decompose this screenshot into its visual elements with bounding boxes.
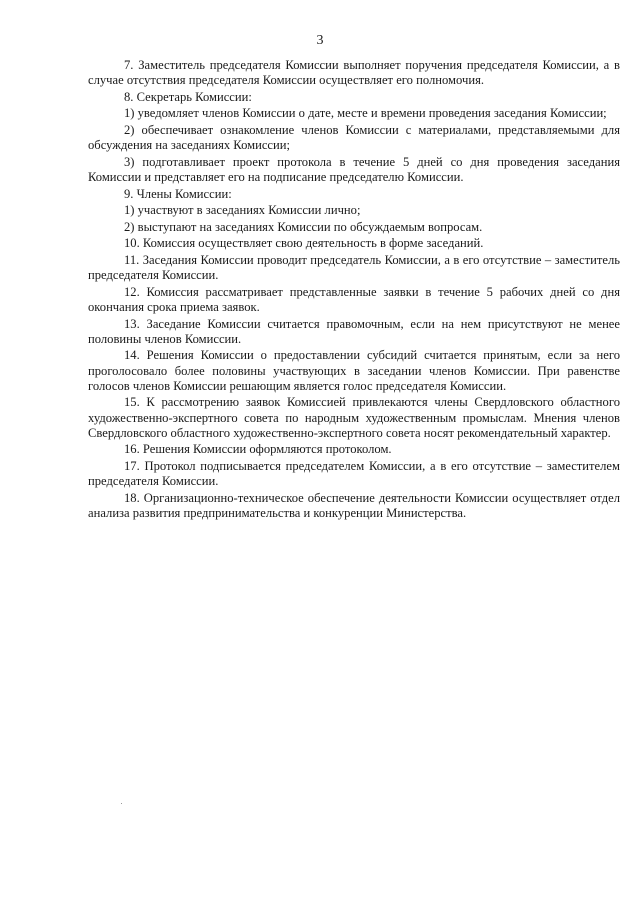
paragraph-8-item-2: 2) обеспечивает ознакомление членов Комиссии с материалами, представляемыми для обсуждения на заседаниях Комиссии; xyxy=(88,122,620,153)
paragraph-14: 14. Решения Комиссии о предоставлении субсидий считается принятым, если за него проголосовало более половины участвующих в заседании членов Комиссии. При равенстве голосов членов Комиссии решающим является голос председателя Комиссии. xyxy=(88,348,620,393)
page-number: 3 xyxy=(316,33,324,48)
document-body xyxy=(88,58,620,523)
paragraph-12: 12. Комиссия рассматривает представленные заявки в течение 5 рабочих дней со дня окончания срока приема заявок. xyxy=(88,284,620,314)
paragraph-8-item-3: 3) подготавливает проект протокола в течение 5 дней со дня проведения заседания Комиссии и представляет его на подписание председателю Комиссии. xyxy=(88,154,620,184)
paragraph-8-heading: 8. Секретарь Комиссии: xyxy=(124,89,252,104)
paragraph-7: 7. Заместитель председателя Комиссии выполняет поручения председателя Комиссии, а в случае отсутствия председателя Комиссии осуществляет его полномочия. xyxy=(88,58,620,88)
paragraph-18: 18. Организационно-техническое обеспечение деятельности Комиссии осуществляет отдел анализа развития предпринимательства и конкуренции Министерства. xyxy=(88,490,620,520)
paragraph-15: 15. К рассмотрению заявок Комиссией привлекаются члены Свердловского областного художественно-экспертного совета по народным художественным промыслам. Мнения членов Свердловского областного художественно-экспертного совета носят рекомендательный характер. xyxy=(88,395,620,440)
paragraph-13: 13. Заседание Комиссии считается правомочным, если на нем присутствуют не менее половины членов Комиссии. xyxy=(88,316,620,346)
paragraph-8-item-1: 1) уведомляет членов Комиссии о дате, месте и времени проведения заседания Комиссии; xyxy=(124,106,607,121)
paragraph-9-item-1: 1) участвуют в заседаниях Комиссии лично; xyxy=(124,203,361,218)
paragraph-16: 16. Решения Комиссии оформляются протоколом. xyxy=(124,442,392,457)
paragraph-9-heading: 9. Члены Комиссии: xyxy=(124,186,232,201)
paragraph-9-item-2: 2) выступают на заседаниях Комиссии по обсуждаемым вопросам. xyxy=(124,219,483,234)
paragraph-17: 17. Протокол подписывается председателем Комиссии, а в его отсутствие – заместителем председателя Комиссии. xyxy=(88,458,620,489)
scan-speck xyxy=(121,803,122,804)
paragraph-11: 11. Заседания Комиссии проводит председатель Комиссии, а в его отсутствие – заместитель председателя Комиссии. xyxy=(88,252,620,283)
paragraph-10: 10. Комиссия осуществляет свою деятельность в форме заседаний. xyxy=(124,236,484,251)
